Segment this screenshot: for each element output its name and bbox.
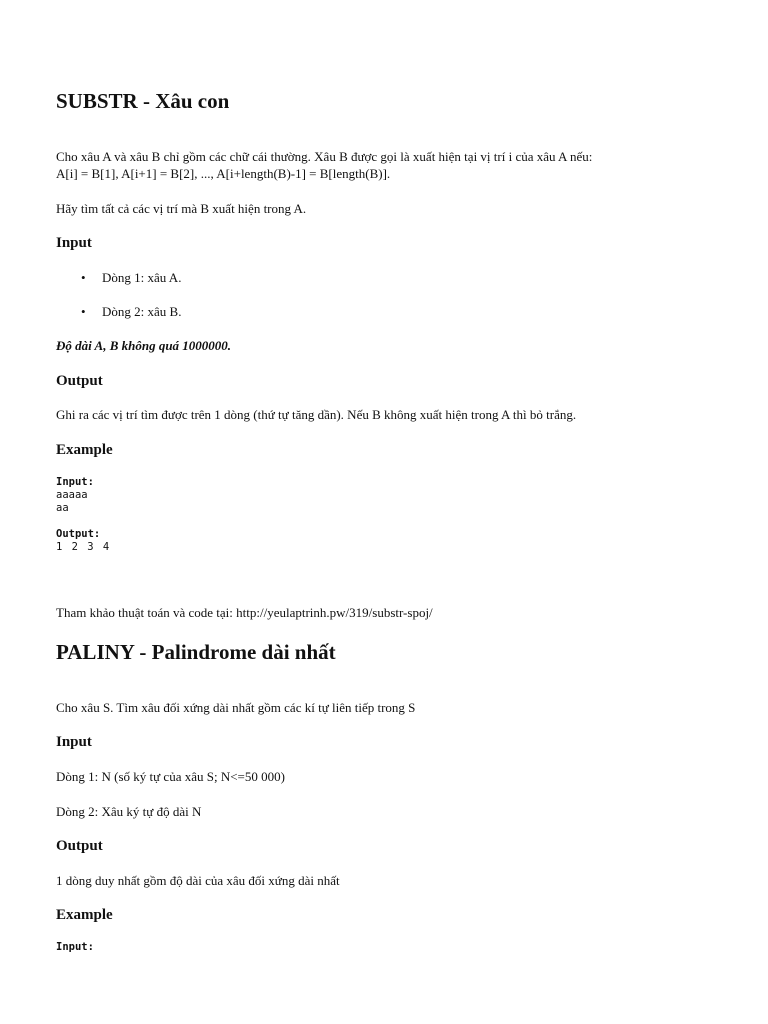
problem2-title: PALINY - Palindrome dài nhất	[56, 640, 336, 664]
problem1-output-heading: Output	[56, 373, 103, 389]
problem2-input-line2: Dòng 2: Xâu ký tự độ dài N	[56, 804, 202, 819]
list-item-text: Dòng 1: xâu A.	[102, 270, 182, 285]
problem1-title: SUBSTR - Xâu con	[56, 89, 230, 113]
problem1-description-line2: A[i] = B[1], A[i+1] = B[2], ..., A[i+length(B)-1] = B[length(B)].	[56, 166, 391, 181]
problem2-output-text: 1 dòng duy nhất gồm độ dài của xâu đối xứng dài nhất	[56, 873, 340, 888]
problem1-output-text: Ghi ra các vị trí tìm được trên 1 dòng (thứ tự tăng dần). Nếu B không xuất hiện trong A thì bỏ trắng.	[56, 407, 577, 422]
example-output-label: Output:	[56, 528, 101, 540]
problem2-description: Cho xâu S. Tìm xâu đối xứng dài nhất gồm các kí tự liên tiếp trong S	[56, 700, 416, 715]
problem1-reference-link[interactable]: Tham khảo thuật toán và code tại: http://yeulaptrinh.pw/319/substr-spoj/	[56, 605, 433, 620]
example-input-line: aa	[56, 502, 69, 514]
example-input-label: Input:	[56, 941, 94, 953]
bullet-icon: •	[81, 270, 86, 285]
problem1-constraint: Độ dài A, B không quá 1000000.	[56, 338, 232, 353]
problem2-example-block	[56, 941, 94, 954]
problem2-example-heading: Example	[56, 907, 113, 923]
problem2-output-heading: Output	[56, 838, 103, 854]
problem1-example-block	[56, 476, 109, 554]
problem1-input-heading: Input	[56, 235, 92, 251]
example-input-line: aaaaa	[56, 489, 88, 501]
bullet-icon: •	[81, 304, 86, 319]
example-input-label: Input:	[56, 476, 94, 488]
problem2-input-line1: Dòng 1: N (số ký tự của xâu S; N<=50 000)	[56, 769, 285, 784]
example-output-line: 1 2 3 4	[56, 541, 110, 553]
problem1-example-heading: Example	[56, 442, 113, 458]
problem1-task: Hãy tìm tất cả các vị trí mà B xuất hiện trong A.	[56, 201, 307, 216]
problem1-description-line1: Cho xâu A và xâu B chỉ gồm các chữ cái thường. Xâu B được gọi là xuất hiện tại vị trí i của xâu A nếu:	[56, 149, 593, 164]
problem2-input-heading: Input	[56, 734, 92, 750]
list-item-text: Dòng 2: xâu B.	[102, 304, 182, 319]
